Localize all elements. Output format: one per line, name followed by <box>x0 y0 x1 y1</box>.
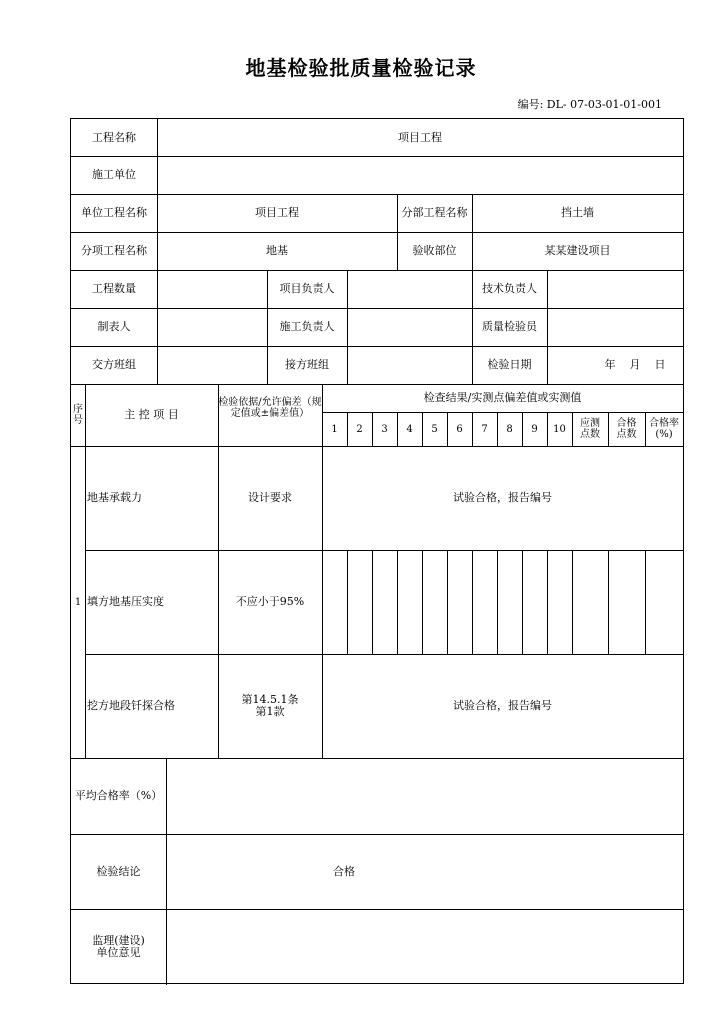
item-1-basis: 设计要求 <box>248 491 292 504</box>
inspection-record-table <box>70 118 684 984</box>
item-1-result: 试验合格，报告编号 <box>453 491 552 504</box>
document-number: 编号: DL- 07-03-01-01-001 <box>517 98 662 111</box>
construction-leader-label: 施工负责人 <box>279 320 335 333</box>
point-7-header: 7 <box>481 423 488 435</box>
sub-project-label: 分部工程名称 <box>401 206 468 219</box>
results-header: 检查结果/实测点偏差值或实测值 <box>423 391 582 404</box>
pass-rate-header: 合格率(%) <box>649 418 679 440</box>
date-day: 日 <box>654 358 666 371</box>
point-5-header: 5 <box>431 423 438 435</box>
item-1-name: 地基承载力 <box>87 491 142 504</box>
page-title: 地基检验批质量检验记录 <box>245 56 477 80</box>
supervisor-opinion <box>166 909 683 985</box>
project-leader-label: 项目负责人 <box>279 282 335 295</box>
passed-points-header: 合格点数 <box>616 418 637 440</box>
quality-inspector-label: 质量检验员 <box>482 320 537 333</box>
inspection-date-value <box>547 346 683 384</box>
item-3-name: 挖方地段钎探合格 <box>87 699 175 712</box>
inspection-date-label: 检验日期 <box>487 358 532 371</box>
date-year: 年 <box>604 358 616 371</box>
seq-header: 序号 <box>73 404 83 426</box>
item-project-value: 地基 <box>266 244 288 257</box>
acceptance-part-value: 某某建设项目 <box>544 244 611 257</box>
tech-leader-label: 技术负责人 <box>482 282 537 295</box>
point-8-header: 8 <box>506 423 513 435</box>
point-6-header: 6 <box>456 423 463 435</box>
basis-header: 检验依据/允许偏差（规定值或±偏差值） <box>218 397 322 419</box>
main-items-header: 主 控 项 目 <box>124 408 179 421</box>
point-2-header: 2 <box>356 423 363 435</box>
contractor-label: 施工单位 <box>92 168 136 181</box>
acceptance-part-label: 验收部位 <box>412 244 457 257</box>
unit-project-label: 单位工程名称 <box>81 206 147 219</box>
should-measure-header: 应测点数 <box>580 418 600 440</box>
quantity-label: 工程数量 <box>92 282 136 295</box>
item-3-basis: 第14.5.1条第1款 <box>241 693 299 718</box>
point-10-header: 10 <box>553 423 566 435</box>
item-3-result: 试验合格，报告编号 <box>453 699 552 712</box>
item-project-label: 分项工程名称 <box>81 244 147 257</box>
point-1-header: 1 <box>331 423 338 435</box>
point-3-header: 3 <box>381 423 388 435</box>
project-name-value: 项目工程 <box>398 130 442 144</box>
item-2-basis: 不应小于95% <box>235 595 305 608</box>
point-9-header: 9 <box>531 423 538 435</box>
unit-project-value: 项目工程 <box>255 206 299 219</box>
conclusion-value: 合格 <box>333 864 355 878</box>
receiving-team-label: 接方班组 <box>285 358 329 371</box>
contractor-value <box>157 156 683 194</box>
tabulator-label: 制表人 <box>97 320 131 333</box>
conclusion-label: 检验结论 <box>96 864 141 878</box>
handover-team-label: 交方班组 <box>92 358 136 371</box>
project-name-label: 工程名称 <box>92 130 136 144</box>
supervisor-label: 监理(建设)单位意见 <box>92 934 145 959</box>
sub-project-value: 挡土墙 <box>561 206 594 219</box>
date-month: 月 <box>629 358 641 371</box>
avg-pass-rate-label: 平均合格率（%） <box>74 789 163 802</box>
item-2-name: 填方地基压实度 <box>87 595 164 608</box>
group-number: 1 <box>74 596 82 608</box>
point-4-header: 4 <box>406 423 413 435</box>
